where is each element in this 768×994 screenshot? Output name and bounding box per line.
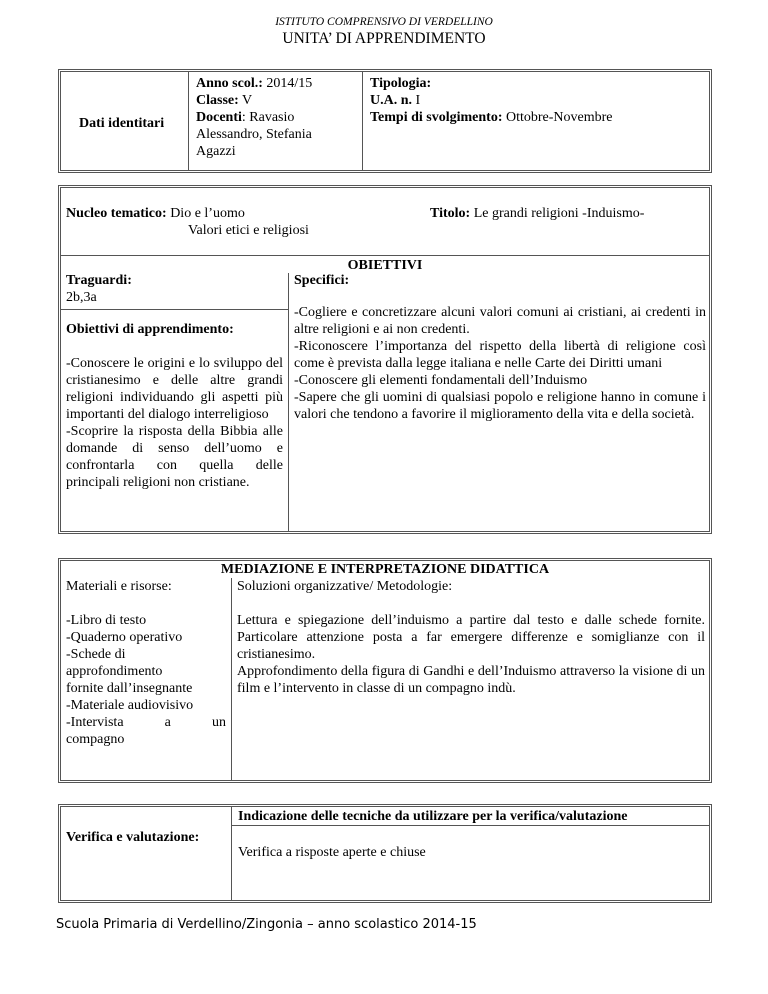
specifici-list	[294, 304, 706, 423]
soluzioni-para2: Approfondimento della figura di Gandhi e dell’Induismo attraverso la visione di un film e l’intervento in classe di un compagno indù.	[237, 664, 705, 696]
specifici-item: -Sapere che gli uomini di qualsiasi popolo e religione hanno in comune i valori che tendono a favorire il miglioramento della vita e della società.	[294, 390, 706, 422]
docenti-value: : Ravasio	[241, 110, 295, 125]
ua-label: U.A. n.	[370, 93, 413, 108]
materiali-label: Materiali e risorse:	[66, 579, 172, 594]
tipologia-label: Tipologia:	[370, 76, 432, 91]
verifica-value: Verifica a risposte aperte e chiuse	[238, 845, 426, 860]
specifici-item: -Riconoscere l’importanza del rispetto della libertà di religione così come è prevista dalla legge italiana e nelle Carte dei Diritti umani	[294, 339, 706, 371]
materiali-item: -Quaderno operativo	[66, 630, 183, 645]
verifica-label: Verifica e valutazione:	[66, 830, 200, 845]
soluzioni-text	[237, 612, 705, 697]
materiali-item: -Materiale audiovisivo	[66, 698, 194, 713]
materiali-item: compagno	[66, 732, 125, 747]
identity-label: Dati identitari	[79, 116, 165, 131]
traguardi-label: Traguardi:	[66, 273, 132, 288]
ua-value: I	[412, 93, 421, 108]
docenti-line2: Alessandro, Stefania	[196, 127, 312, 142]
materiali-list	[66, 612, 226, 748]
titolo-value: Le grandi religioni -Induismo-	[470, 206, 645, 221]
identity-details	[196, 75, 356, 160]
titolo-label: Titolo:	[430, 206, 471, 221]
anno-label: Anno scol.:	[196, 76, 263, 91]
materiali-item: fornite dall’insegnante	[66, 681, 193, 696]
mediazione-heading: MEDIAZIONE E INTERPRETAZIONE DIDATTICA	[220, 562, 550, 577]
school-name: ISTITUTO COMPRENSIVO DI VERDELLINO	[275, 16, 493, 28]
materiali-item: -Intervista a un	[66, 715, 226, 730]
materiali-item: -Libro di testo	[66, 613, 147, 628]
traguardi-value: 2b,3a	[66, 290, 97, 305]
soluzioni-para1: Lettura e spiegazione dell’induismo a partire dal testo e dalle schede fornite. Particolare attenzione posta a far emergere differenze e somiglianze con il cristianesimo.	[237, 613, 705, 662]
materiali-item: -Schede di	[66, 647, 126, 662]
docenti-line3: Agazzi	[196, 144, 236, 159]
tempi-value: Ottobre-Novembre	[502, 110, 613, 125]
nucleo-value1: Dio e l’uomo	[166, 206, 245, 221]
apprendimento-para1: -Conoscere le origini e lo sviluppo del cristianesimo e delle altre grandi religioni individuando gli aspetti più importanti del dialogo interreligioso	[66, 356, 283, 422]
soluzioni-label: Soluzioni organizzative/ Metodologie:	[237, 579, 453, 594]
classe-value: V	[238, 93, 253, 108]
nucleo-tematico	[66, 205, 366, 239]
nucleo-label: Nucleo tematico:	[66, 206, 167, 221]
specifici-item: -Conoscere gli elementi fondamentali dell’Induismo	[294, 373, 588, 388]
verifica-heading: Indicazione delle tecniche da utilizzare per la verifica/valutazione	[238, 809, 628, 824]
docenti-label: Docenti	[196, 110, 242, 125]
tempi-label: Tempi di svolgimento:	[370, 110, 503, 125]
apprendimento-text	[66, 355, 283, 491]
specifici-item: -Cogliere e concretizzare alcuni valori comuni ai cristiani, ai credenti in altre religioni e ai non credenti.	[294, 305, 706, 337]
obiettivi-heading: OBIETTIVI	[347, 258, 423, 273]
tipologia-details	[370, 75, 705, 126]
anno-value: 2014/15	[262, 76, 313, 91]
document-title: UNITA’ DI APPRENDIMENTO	[282, 30, 486, 47]
footer: Scuola Primaria di Verdellino/Zingonia – anno scolastico 2014-15	[56, 917, 477, 932]
apprendimento-label: Obiettivi di apprendimento:	[66, 322, 234, 337]
classe-label: Classe:	[196, 93, 239, 108]
apprendimento-para2: -Scoprire la risposta della Bibbia alle domande di senso dell’uomo e confrontarla con quella delle principali religioni non cristiane.	[66, 424, 283, 490]
nucleo-value2: Valori etici e religiosi	[188, 223, 309, 238]
titolo	[430, 205, 644, 222]
materiali-item: approfondimento	[66, 664, 163, 679]
traguardi	[66, 272, 132, 306]
specifici-label: Specifici:	[294, 273, 350, 288]
